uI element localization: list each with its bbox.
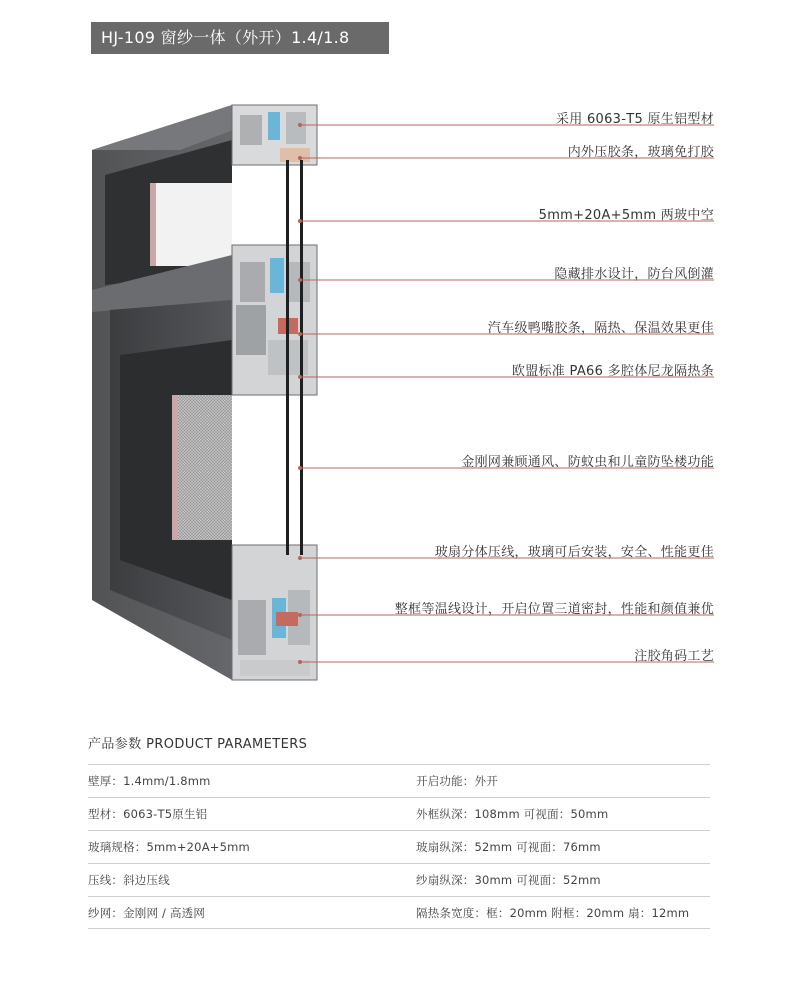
callout-glass: 5mm+20A+5mm 两玻中空	[538, 208, 714, 223]
callout-profile: 采用 6063-T5 原生铝型材	[555, 112, 714, 127]
param-left: 压线：斜边压线	[88, 873, 170, 887]
param-left: 壁厚：1.4mm/1.8mm	[88, 774, 211, 788]
callout-drainage: 隐藏排水设计，防台风倒灌	[554, 267, 714, 282]
upper-glass	[150, 183, 232, 266]
callout-mesh: 金刚网兼顾通风、防蚊虫和儿童防坠楼功能	[461, 455, 714, 470]
table-row	[88, 764, 710, 797]
param-right: 玻扇纵深：52mm 可视面：76mm	[416, 840, 601, 854]
callout-isotherm: 整框等温线设计，开启位置三道密封，性能和颜值兼优	[394, 602, 714, 617]
callout-thermal-strip: 欧盟标准 PA66 多腔体尼龙隔热条	[511, 364, 714, 379]
parameters-table	[88, 764, 710, 929]
profile-sections	[232, 105, 317, 680]
param-left: 纱网：金刚网 / 高透网	[88, 906, 206, 920]
callout-corner: 注胶角码工艺	[634, 649, 714, 664]
param-right: 外框纵深：108mm 可视面：50mm	[416, 807, 609, 821]
table-row	[88, 830, 710, 863]
parameters-title: 产品参数 PRODUCT PARAMETERS	[88, 737, 308, 752]
table-row	[88, 797, 710, 830]
param-right: 开启功能：外开	[416, 774, 498, 788]
table-row	[88, 863, 710, 896]
param-right: 纱扇纵深：30mm 可视面：52mm	[416, 873, 601, 887]
product-title: HJ-109 窗纱一体（外开）1.4/1.8	[91, 22, 389, 54]
param-right: 隔热条宽度：框：20mm 附框：20mm 扇：12mm	[416, 906, 690, 920]
callout-gasket: 内外压胶条，玻璃免打胶	[567, 145, 714, 160]
callout-seal: 汽车级鸭嘴胶条，隔热、保温效果更佳	[487, 321, 714, 336]
callout-glazing-bead: 玻扇分体压线，玻璃可后安装，安全、性能更佳	[434, 545, 714, 560]
table-row	[88, 896, 710, 929]
screen-mesh	[172, 395, 232, 540]
glass-pane-1	[286, 160, 289, 555]
param-left: 型材：6063-T5原生铝	[88, 807, 208, 821]
param-left: 玻璃规格：5mm+20A+5mm	[88, 840, 250, 854]
